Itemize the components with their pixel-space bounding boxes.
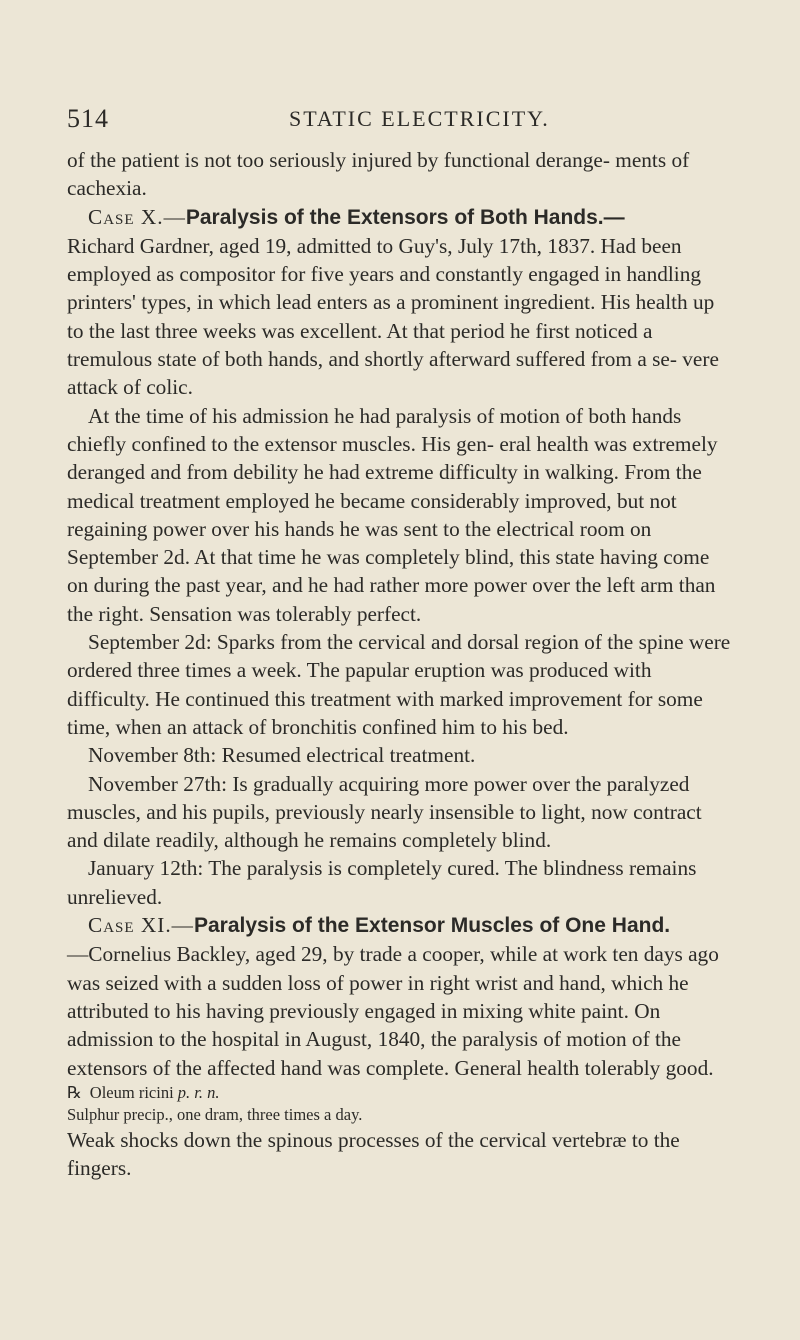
case-xi-heading-paragraph bbox=[67, 911, 735, 940]
prescription-line-1 bbox=[67, 1082, 735, 1104]
paragraph-admission: At the time of his admission he had paralysis of motion of both hands chiefly confined to the extensor muscles. His gen- eral health was extremely deranged and from debility he had extreme difficulty in walking. From the medical treatment employed he became considerably improved, but not regaining power over his hands he was sent to the electrical room on September 2d. At that time he was completely blind, this state having come on during the past year, and he had rather more power over the left arm than the right. Sensation was tolerably perfect. bbox=[67, 403, 718, 626]
case-x-label: Case X.— bbox=[88, 204, 186, 229]
paragraph-case-x-history: Richard Gardner, aged 19, admitted to Guy's, July 17th, 1837. Had been employed as compositor for five years and constantly engaged in handling printers' types, in which lead enters as a prominent ingredient. His health up to the last three weeks was excellent. At that period he first noticed a tremulous state of both hands, and shortly afterward suffered from a se- vere attack of colic. bbox=[67, 233, 719, 400]
paragraph-nov-27th: November 27th: Is gradually acquiring more power over the paralyzed muscles, and his pupils, previously nearly insensible to light, now contract and dilate readily, although he remains completely blind. bbox=[67, 771, 702, 853]
case-xi-label: Case XI.— bbox=[88, 913, 194, 938]
paragraph-sept-2d: September 2d: Sparks from the cervical and dorsal region of the spine were ordered three times a week. The papular eruption was produced with difficulty. He continued this treatment with marked improvement for some time, when an attack of bronchitis confined him to his bed. bbox=[67, 630, 731, 739]
running-head: STATIC ELECTRICITY. bbox=[289, 106, 550, 131]
paragraph-jan-12th: January 12th: The paralysis is completely cured. The blindness remains unrelieved. bbox=[67, 856, 697, 909]
case-xi-title: Paralysis of the Extensor Muscles of One Hand. bbox=[193, 914, 671, 938]
page-header bbox=[67, 104, 727, 138]
paragraph-cachexia: of the patient is not too seriously injured by functional derange- ments of cachexia. bbox=[67, 148, 690, 201]
page-number: 514 bbox=[67, 104, 109, 133]
paragraph-nov-8th: November 8th: Resumed electrical treatment. bbox=[88, 743, 476, 768]
case-x-heading-paragraph bbox=[67, 203, 735, 232]
paragraph-weak-shocks: Weak shocks down the spinous processes of the cervical vertebræ to the fingers. bbox=[67, 1127, 680, 1181]
paragraph-case-xi-history: —Cornelius Backley, aged 29, by trade a cooper, while at work ten days ago was seized with a sudden loss of power in right wrist and hand, which he attributed to his having previously engaged in mixing white paint. On admission to the hospital in August, 1840, the paralysis of motion of the extensors of the affected hand was complete. General health tolerably good. bbox=[67, 942, 719, 1080]
prescription-oleum: Oleum ricini bbox=[89, 1082, 178, 1102]
prescription-line-2: Sulphur precip., one dram, three times a day. bbox=[67, 1104, 363, 1124]
recipe-symbol-icon: ℞ bbox=[67, 1082, 82, 1102]
page-body bbox=[67, 146, 735, 1182]
prescription-prn: p. r. n. bbox=[177, 1082, 220, 1102]
case-x-title: Paralysis of the Extensors of Both Hands.— bbox=[185, 205, 625, 229]
